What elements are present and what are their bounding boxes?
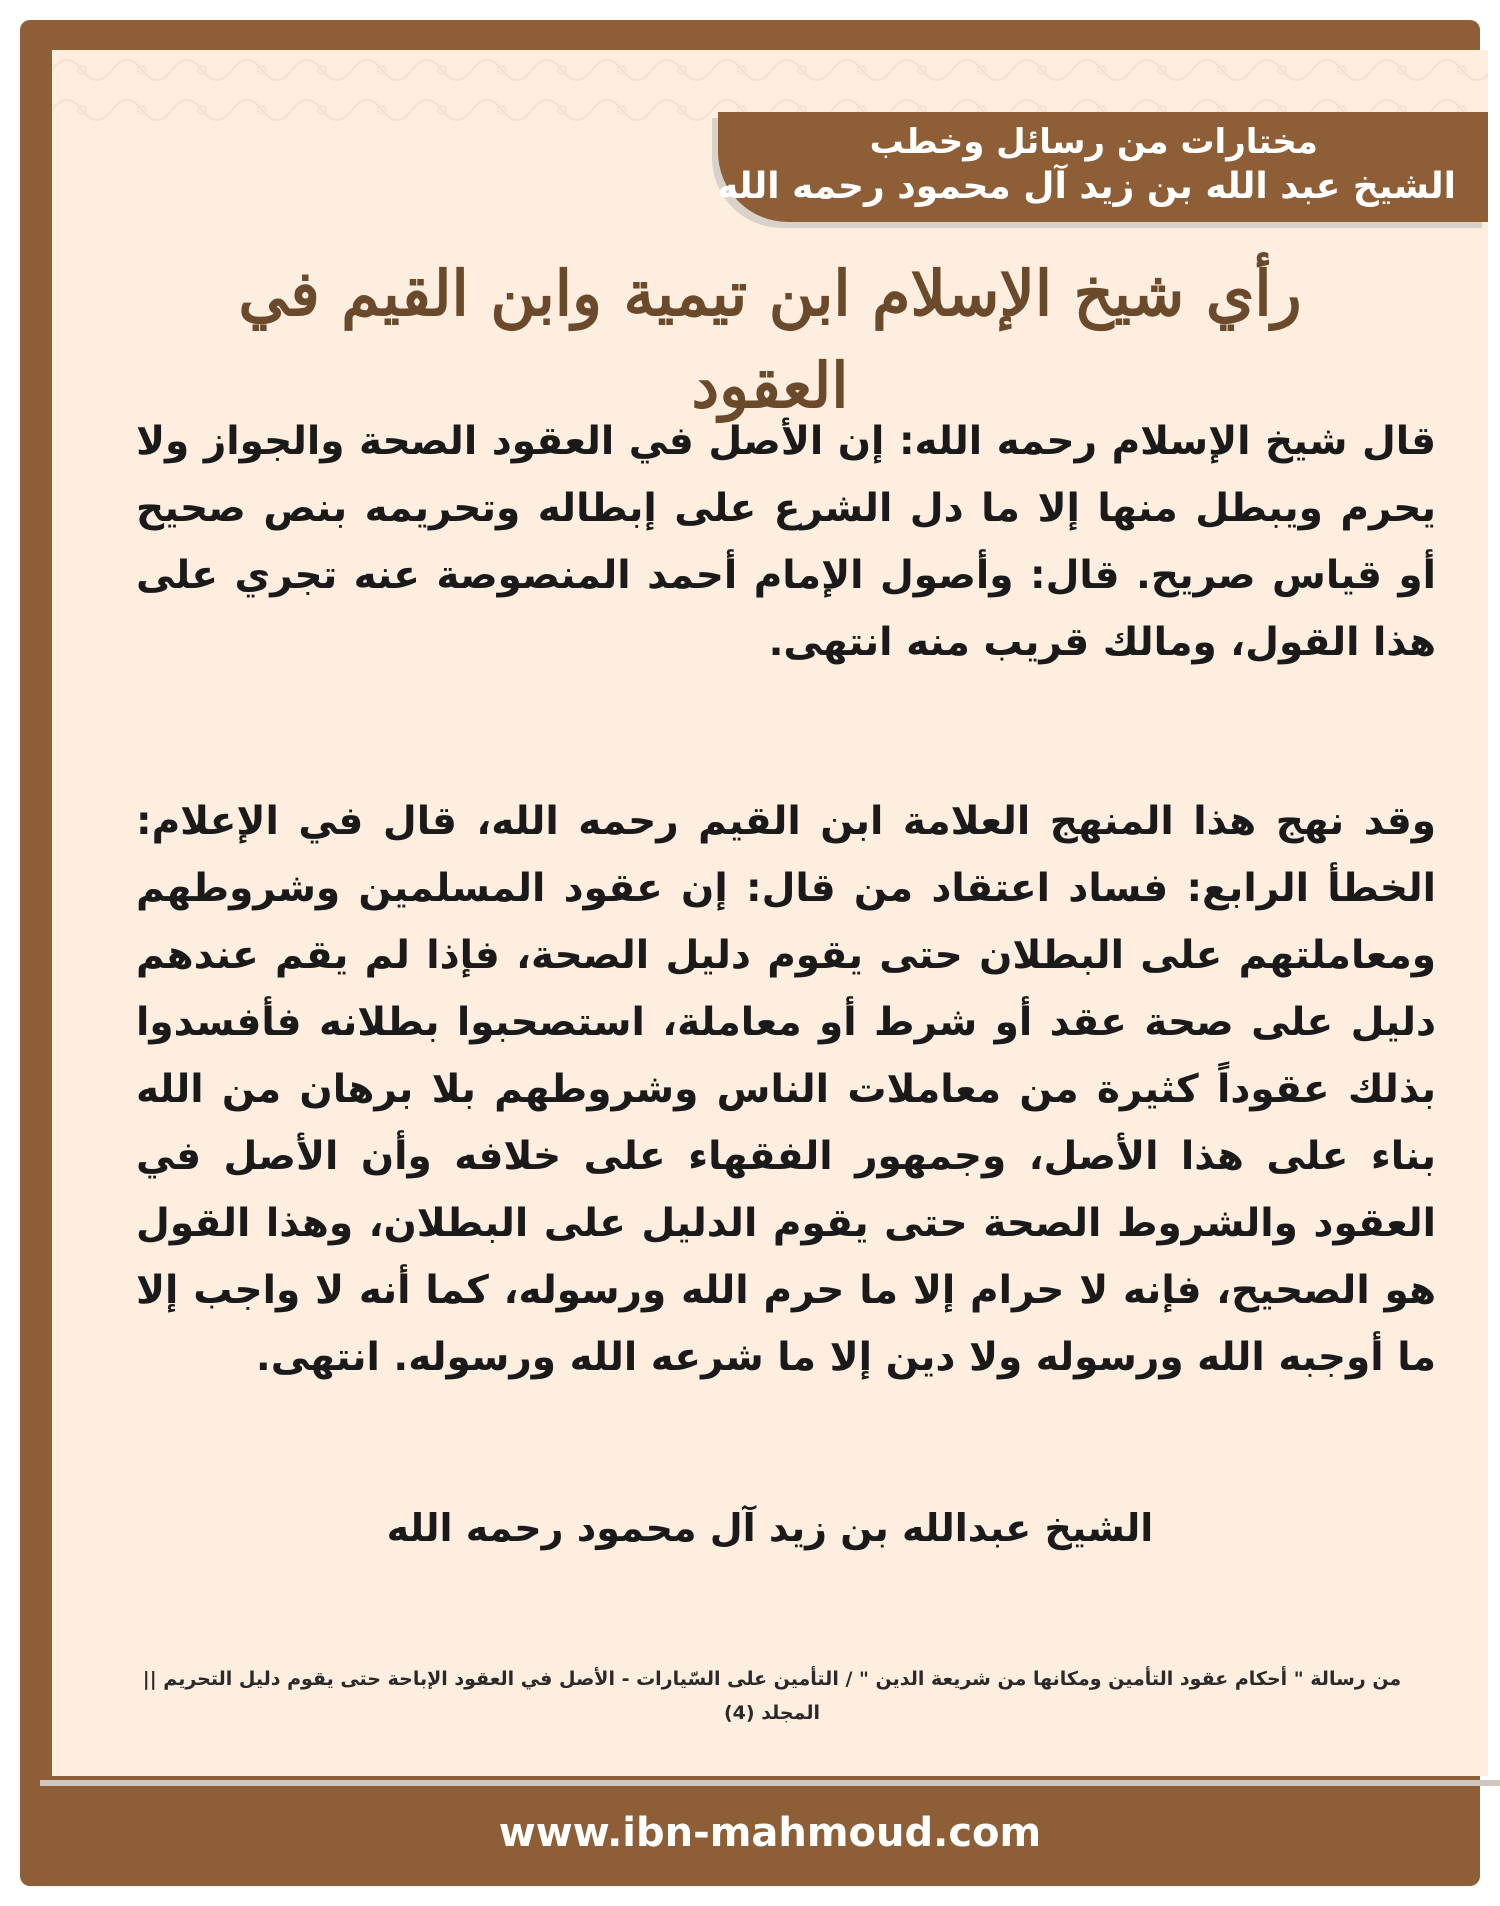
header-banner	[718, 112, 1488, 222]
signature: الشيخ عبدالله بن زيد آل محمود رحمه الله	[386, 1506, 1154, 1550]
article-title: رأي شيخ الإسلام ابن تيمية وابن القيم في العقود	[238, 257, 1302, 422]
header-series-title: مختارات من رسائل وخطب	[869, 122, 1318, 162]
paragraph-ibn-al-qayyim: وقد نهج هذا المنهج العلامة ابن القيم رحمه الله، قال في الإعلام: الخطأ الرابع: فساد اعتقاد من قال: إن عقود المسلمين وشروطهم ومعاملتهم على البطلان حتى يقوم دليل الصحة، فإذا لم يقم عندهم دليل على صحة عقد أو شرط أو معاملة، استصحبوا بطلانه فأفسدوا بذلك عقوداً كثيرة من معاملات الناس وشروطهم بلا برهان من الله بناء على هذا الأصل، وجمهور الفقهاء على خلافه وأن الأصل في العقود والشروط الصحة حتى يقوم الدليل على البطلان، وهذا القول هو الصحيح، فإنه لا حرام إلا ما حرم الله ورسوله، كما أنه لا واجب إلا ما أوجبه الله ورسوله ولا دين إلا ما شرعه الله ورسوله. انتهى.	[136, 799, 1436, 1380]
footer-divider	[40, 1780, 1500, 1786]
header-author: الشيخ عبد الله بن زيد آل محمود رحمه الله	[717, 166, 1456, 207]
content-panel	[52, 50, 1488, 1776]
website-link[interactable]: www.ibn-mahmoud.com	[498, 1810, 1042, 1856]
paragraph-ibn-taymiyyah: قال شيخ الإسلام رحمه الله: إن الأصل في العقود الصحة والجواز ولا يحرم ويبطل منها إلا ما دل الشرع على إبطاله وتحريمه بنص صحيح أو قياس صريح. قال: وأصول الإمام أحمد المنصوصة عنه تجري على هذا القول، ومالك قريب منه انتهى.	[136, 419, 1436, 665]
source-citation: من رسالة " أحكام عقود التأمين ومكانها من شريعة الدين " / التأمين على السّيارات - الأصل في العقود الإباحة حتى يقوم دليل التحريم || المجلد (4)	[142, 1668, 1402, 1724]
page-frame	[20, 20, 1480, 1886]
